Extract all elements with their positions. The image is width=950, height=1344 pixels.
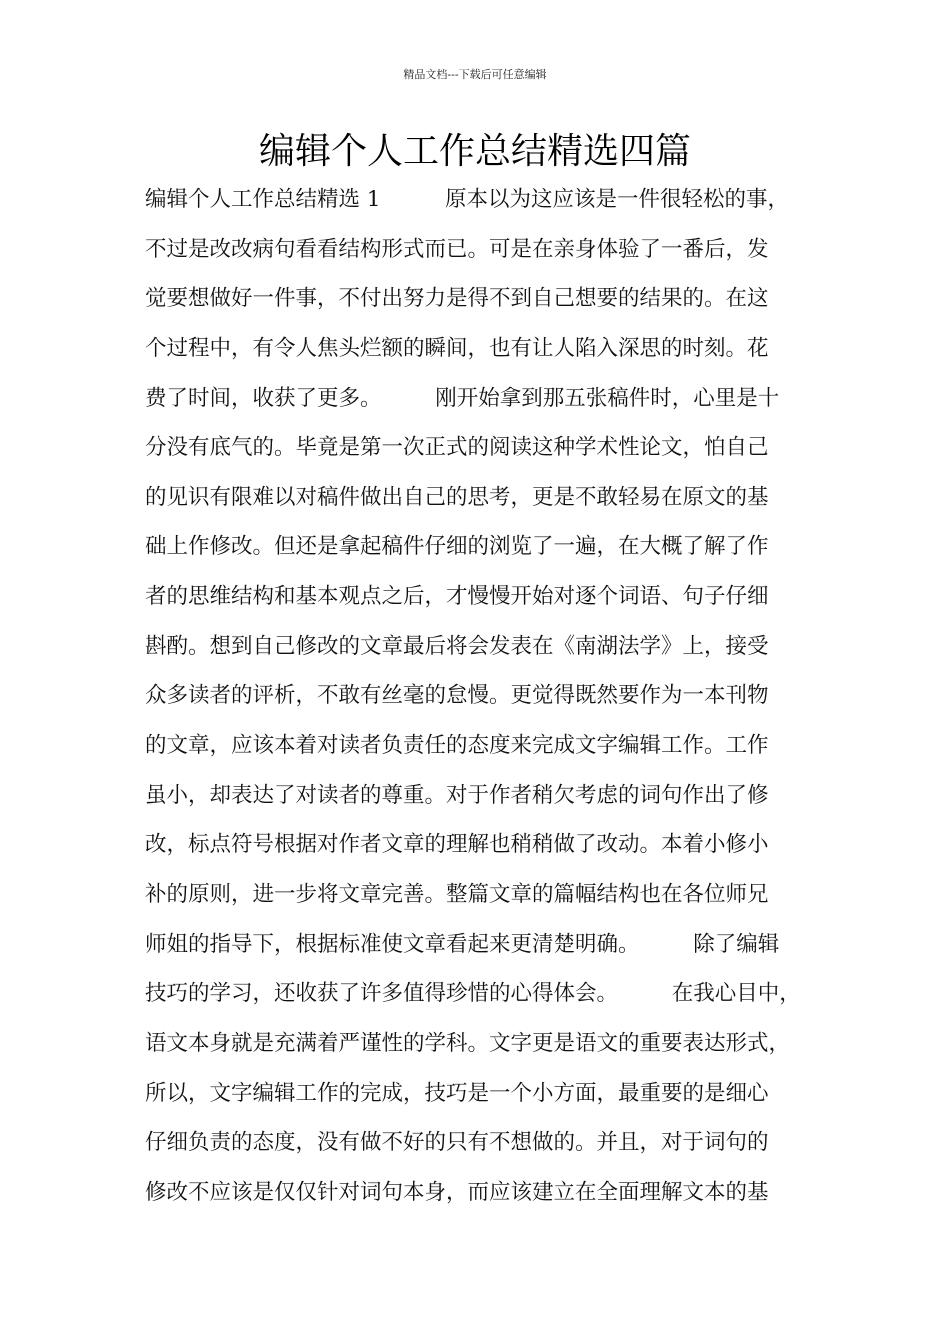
body-line: 众多读者的评析，不敢有丝毫的怠慢。更觉得既然要作为一本刊物 — [145, 683, 769, 709]
body-line: 仔细负责的态度，没有做不好的只有不想做的。并且，对于词句的 — [145, 1130, 769, 1156]
document-title: 编辑个人工作总结精选四篇 — [258, 131, 691, 172]
body-line: 觉要想做好一件事，不付出努力是得不到自己想要的结果的。在这 — [145, 286, 769, 312]
document-body — [145, 179, 825, 1221]
body-line: 的文章，应该本着对读者负责任的态度来完成文字编辑工作。工作 — [145, 733, 769, 759]
body-line: 所以，文字编辑工作的完成，技巧是一个小方面，最重要的是细心 — [145, 1080, 769, 1106]
body-line: 费了时间，收获了更多。 刚开始拿到那五张稿件时，心里是十 — [145, 385, 780, 411]
body-line: 者的思维结构和基本观点之后，才慢慢开始对逐个词语、句子仔细 — [145, 584, 769, 610]
body-line: 补的原则，进一步将文章完善。整篇文章的篇幅结构也在各位师兄 — [145, 881, 769, 907]
body-line: 师姐的指导下，根据标准使文章看起来更清楚明确。 除了编辑 — [145, 931, 780, 957]
body-line: 不过是改改病句看看结构形式而已。可是在亲身体验了一番后，发 — [145, 236, 769, 262]
body-line: 虽小，却表达了对读者的尊重。对于作者稍欠考虑的词句作出了修 — [145, 782, 769, 808]
body-line: 个过程中，有令人焦头烂额的瞬间，也有让人陷入深思的时刻。花 — [145, 335, 769, 361]
body-line: 技巧的学习，还收获了许多值得珍惜的心得体会。 在我心目中， — [145, 981, 801, 1007]
body-line: 改，标点符号根据对作者文章的理解也稍稍做了改动。本着小修小 — [145, 832, 769, 858]
body-line: 的见识有限难以对稿件做出自己的思考，更是不敢轻易在原文的基 — [145, 484, 769, 510]
body-line: 编辑个人工作总结精选 1 原本以为这应该是一件很轻松的事， — [145, 187, 790, 212]
body-line: 修改不应该是仅仅针对词句本身，而应该建立在全面理解文本的基 — [145, 1179, 769, 1205]
page-header-note: 精品文档---下载后可任意编辑 — [403, 68, 547, 81]
body-line: 础上作修改。但还是拿起稿件仔细的浏览了一遍，在大概了解了作 — [145, 534, 769, 560]
body-line: 分没有底气的。毕竟是第一次正式的阅读这种学术性论文，怕自己 — [145, 435, 769, 461]
body-line: 语文本身就是充满着严谨性的学科。文字更是语文的重要表达形式， — [145, 1030, 791, 1056]
body-line: 斟酌。想到自己修改的文章最后将会发表在《南湖法学》上，接受 — [145, 633, 769, 659]
